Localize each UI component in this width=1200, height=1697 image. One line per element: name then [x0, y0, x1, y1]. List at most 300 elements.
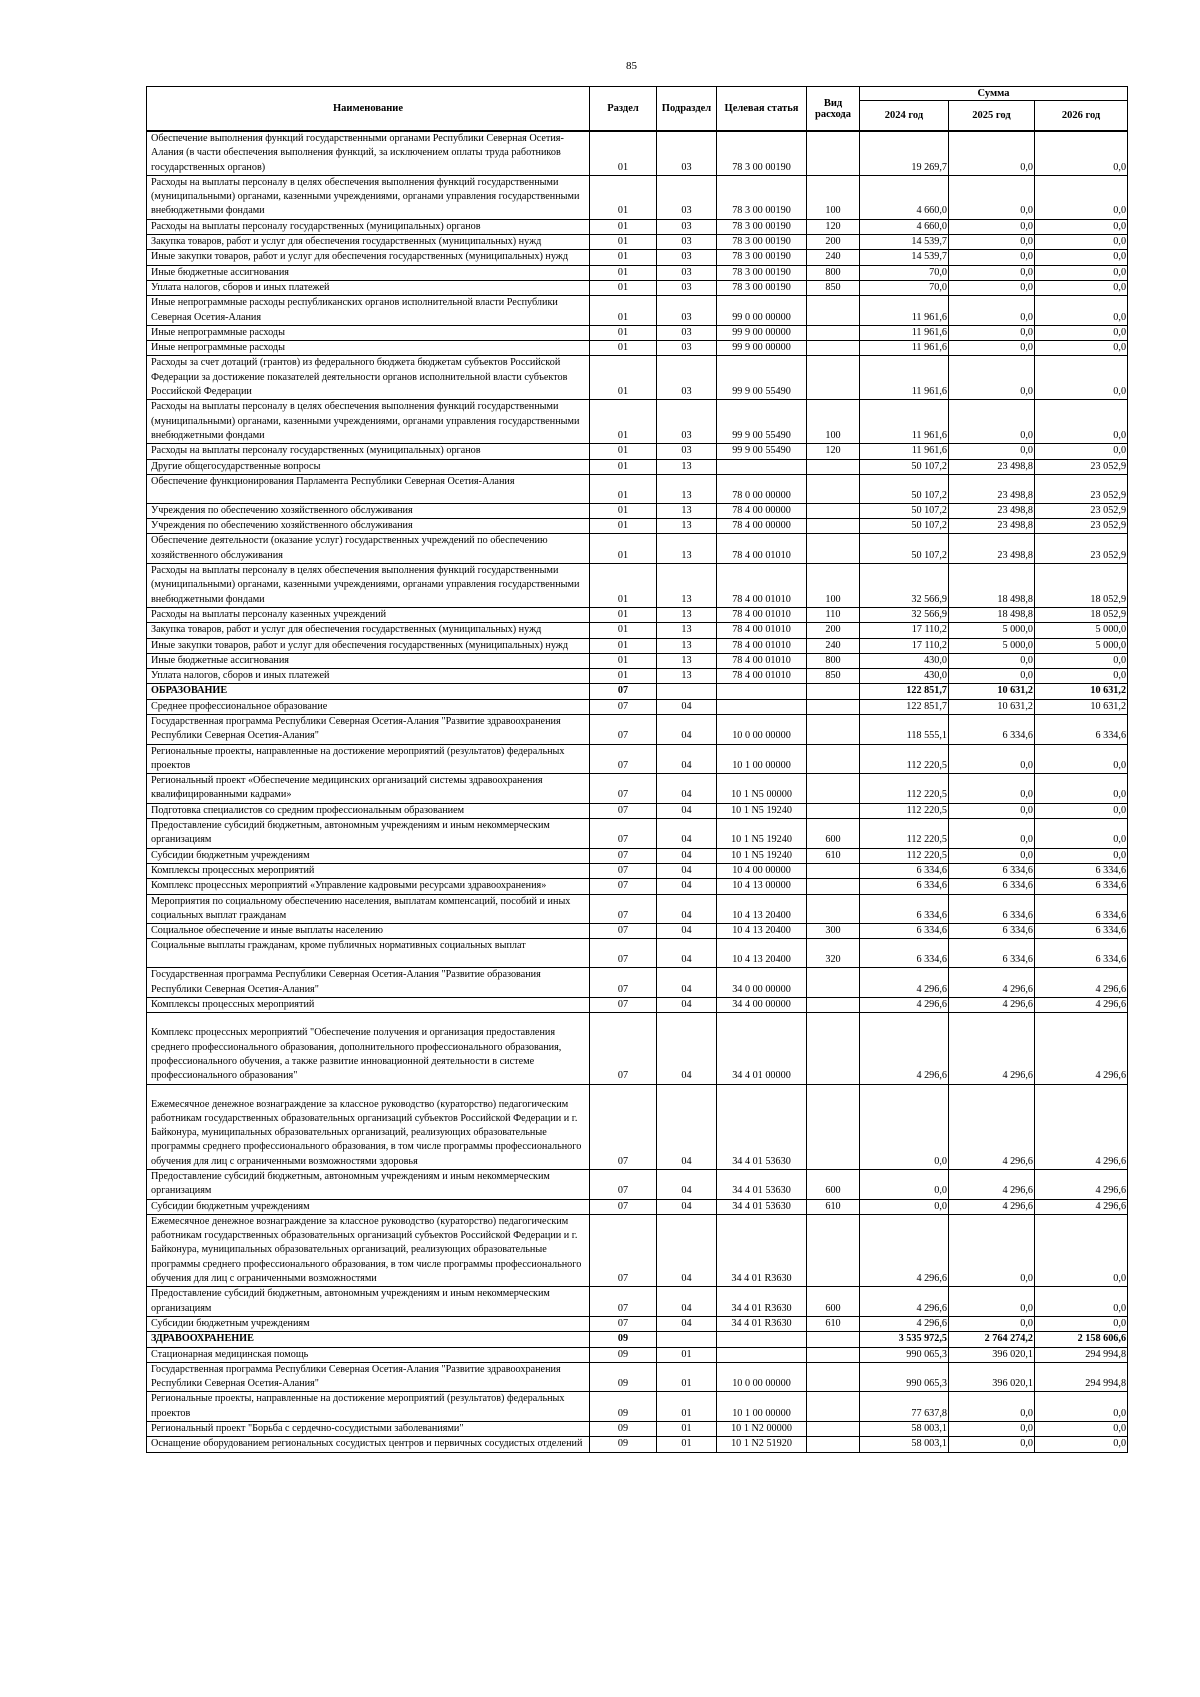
row-podrazdel: 04 [657, 939, 717, 968]
row-sum-2025: 0,0 [949, 819, 1035, 849]
row-target: 78 0 00 00000 [717, 474, 807, 503]
row-name: Государственная программа Республики Северная Осетия-Алания "Развитие образования Республики Северная Осетия-Алания" [147, 968, 590, 998]
row-vid [807, 356, 860, 400]
header-razdel: Раздел [590, 87, 657, 132]
table-row [147, 653, 1128, 668]
row-target: 78 4 00 01010 [717, 638, 807, 653]
row-vid [807, 714, 860, 744]
row-sum-2024: 50 107,2 [860, 459, 949, 474]
row-podrazdel: 03 [657, 131, 717, 175]
table-row [147, 1362, 1128, 1392]
row-podrazdel: 04 [657, 924, 717, 939]
row-sum-2026: 0,0 [1035, 341, 1128, 356]
row-sum-2025: 0,0 [949, 744, 1035, 774]
table-row [147, 534, 1128, 564]
row-razdel: 01 [590, 607, 657, 622]
row-sum-2024: 11 961,6 [860, 341, 949, 356]
row-podrazdel: 04 [657, 879, 717, 894]
table-row [147, 699, 1128, 714]
row-podrazdel: 04 [657, 968, 717, 998]
row-sum-2024: 4 296,6 [860, 1013, 949, 1084]
table-row [147, 638, 1128, 653]
row-razdel: 07 [590, 684, 657, 699]
table-row [147, 848, 1128, 863]
row-target: 78 3 00 00190 [717, 280, 807, 295]
row-sum-2026: 6 334,6 [1035, 879, 1128, 894]
table-row [147, 400, 1128, 444]
row-vid [807, 894, 860, 924]
row-vid [807, 1437, 860, 1452]
header-name: Наименование [147, 87, 590, 132]
row-razdel: 07 [590, 803, 657, 818]
table-row [147, 939, 1128, 968]
row-target: 34 4 00 00000 [717, 998, 807, 1013]
row-razdel: 07 [590, 1013, 657, 1084]
row-target [717, 684, 807, 699]
row-podrazdel: 04 [657, 803, 717, 818]
row-sum-2024: 6 334,6 [860, 939, 949, 968]
row-sum-2025: 0,0 [949, 1316, 1035, 1331]
row-sum-2026: 0,0 [1035, 131, 1128, 175]
row-sum-2024: 6 334,6 [860, 894, 949, 924]
row-name: Комплекс процессных мероприятий "Обеспечение получения и организация предоставления среднего профессионального образования, дополнительного профессионального образования, профессионального обучения, а также развитие инновационной деятельности в системе профессионального образования" [147, 1013, 590, 1084]
row-name: Субсидии бюджетным учреждениям [147, 1316, 590, 1331]
row-sum-2026: 5 000,0 [1035, 638, 1128, 653]
row-target: 10 0 00 00000 [717, 714, 807, 744]
row-target [717, 699, 807, 714]
row-name: Иные закупки товаров, работ и услуг для обеспечения государственных (муниципальных) нужд [147, 250, 590, 265]
row-sum-2025: 18 498,8 [949, 564, 1035, 608]
row-name: Иные непрограммные расходы республиканских органов исполнительной власти Республики Северная Осетия-Алания [147, 296, 590, 326]
row-sum-2026: 23 052,9 [1035, 474, 1128, 503]
row-podrazdel: 04 [657, 819, 717, 849]
row-vid [807, 1392, 860, 1422]
row-sum-2025: 0,0 [949, 444, 1035, 459]
row-sum-2024: 4 296,6 [860, 1316, 949, 1331]
row-sum-2025: 0,0 [949, 803, 1035, 818]
table-row [147, 1287, 1128, 1317]
row-target [717, 459, 807, 474]
row-target: 34 4 01 R3630 [717, 1214, 807, 1286]
row-razdel: 07 [590, 774, 657, 804]
row-razdel: 07 [590, 819, 657, 849]
row-razdel: 07 [590, 1084, 657, 1169]
row-vid: 100 [807, 175, 860, 219]
row-sum-2024: 112 220,5 [860, 803, 949, 818]
row-razdel: 01 [590, 131, 657, 175]
row-podrazdel: 04 [657, 714, 717, 744]
row-sum-2024: 112 220,5 [860, 774, 949, 804]
row-vid: 100 [807, 400, 860, 444]
row-podrazdel: 03 [657, 250, 717, 265]
row-target: 10 4 13 00000 [717, 879, 807, 894]
row-sum-2025: 4 296,6 [949, 1084, 1035, 1169]
row-target: 34 0 00 00000 [717, 968, 807, 998]
row-podrazdel: 13 [657, 623, 717, 638]
row-sum-2025: 0,0 [949, 250, 1035, 265]
row-podrazdel: 13 [657, 653, 717, 668]
row-vid [807, 1332, 860, 1347]
row-sum-2025: 0,0 [949, 1437, 1035, 1452]
row-vid [807, 1214, 860, 1286]
row-target: 10 1 N5 00000 [717, 774, 807, 804]
row-target: 34 4 01 R3630 [717, 1316, 807, 1331]
row-sum-2026: 0,0 [1035, 235, 1128, 250]
row-sum-2024: 112 220,5 [860, 848, 949, 863]
row-razdel: 01 [590, 623, 657, 638]
row-sum-2025: 0,0 [949, 1392, 1035, 1422]
row-name: Предоставление субсидий бюджетным, автономным учреждениям и иным некоммерческим организациям [147, 819, 590, 849]
row-podrazdel: 03 [657, 265, 717, 280]
table-row [147, 1013, 1128, 1084]
table-row [147, 1392, 1128, 1422]
table-row [147, 744, 1128, 774]
row-sum-2024: 0,0 [860, 1084, 949, 1169]
row-sum-2025: 6 334,6 [949, 924, 1035, 939]
row-target: 34 4 01 00000 [717, 1013, 807, 1084]
row-sum-2026: 0,0 [1035, 356, 1128, 400]
row-vid [807, 879, 860, 894]
row-sum-2024: 50 107,2 [860, 534, 949, 564]
row-sum-2026: 0,0 [1035, 325, 1128, 340]
row-target: 99 9 00 00000 [717, 325, 807, 340]
row-podrazdel: 04 [657, 699, 717, 714]
row-vid [807, 968, 860, 998]
table-row [147, 235, 1128, 250]
row-name: Региональные проекты, направленные на достижение мероприятий (результатов) федеральных проектов [147, 744, 590, 774]
row-sum-2026: 4 296,6 [1035, 1013, 1128, 1084]
row-sum-2024: 14 539,7 [860, 235, 949, 250]
row-sum-2025: 0,0 [949, 265, 1035, 280]
table-row [147, 444, 1128, 459]
row-vid [807, 699, 860, 714]
row-podrazdel: 01 [657, 1422, 717, 1437]
row-podrazdel: 03 [657, 356, 717, 400]
row-name: Обеспечение выполнения функций государственными органами Республики Северная Осетия-Алания (в части обеспечения выполнения функций, за исключением оплаты труда работников государственных органов) [147, 131, 590, 175]
row-sum-2026: 0,0 [1035, 669, 1128, 684]
table-row [147, 1437, 1128, 1452]
table-row [147, 1422, 1128, 1437]
row-razdel: 07 [590, 714, 657, 744]
row-name: Социальное обеспечение и иные выплаты населению [147, 924, 590, 939]
table-row [147, 879, 1128, 894]
row-razdel: 09 [590, 1362, 657, 1392]
row-sum-2025: 4 296,6 [949, 998, 1035, 1013]
table-row [147, 474, 1128, 503]
row-sum-2026: 6 334,6 [1035, 894, 1128, 924]
header-2026: 2026 год [1035, 101, 1128, 132]
row-vid [807, 474, 860, 503]
row-sum-2026: 4 296,6 [1035, 1199, 1128, 1214]
table-row [147, 623, 1128, 638]
row-sum-2025: 2 764 274,2 [949, 1332, 1035, 1347]
table-row [147, 131, 1128, 175]
row-sum-2025: 0,0 [949, 325, 1035, 340]
row-sum-2026: 23 052,9 [1035, 503, 1128, 518]
row-target: 78 4 00 01010 [717, 623, 807, 638]
table-row [147, 1170, 1128, 1200]
table-row [147, 607, 1128, 622]
row-sum-2025: 0,0 [949, 848, 1035, 863]
row-sum-2024: 50 107,2 [860, 474, 949, 503]
row-podrazdel: 03 [657, 325, 717, 340]
row-sum-2026: 0,0 [1035, 296, 1128, 326]
row-sum-2024: 4 296,6 [860, 968, 949, 998]
row-name: Расходы за счет дотаций (грантов) из федерального бюджета бюджетам субъектов Российской Федерации за достижение показателей деятельности органов исполнительной власти субъектов Российской Федерации [147, 356, 590, 400]
budget-table [146, 86, 1128, 1453]
row-name: Комплексы процессных мероприятий [147, 863, 590, 878]
row-target: 78 3 00 00190 [717, 131, 807, 175]
table-row [147, 669, 1128, 684]
table-row [147, 998, 1128, 1013]
row-sum-2026: 6 334,6 [1035, 924, 1128, 939]
row-sum-2024: 122 851,7 [860, 684, 949, 699]
row-razdel: 07 [590, 924, 657, 939]
row-podrazdel: 13 [657, 503, 717, 518]
row-razdel: 07 [590, 1199, 657, 1214]
row-vid [807, 503, 860, 518]
row-razdel: 07 [590, 1287, 657, 1317]
row-sum-2025: 23 498,8 [949, 503, 1035, 518]
row-podrazdel: 03 [657, 219, 717, 234]
row-vid [807, 459, 860, 474]
row-sum-2025: 6 334,6 [949, 939, 1035, 968]
row-sum-2024: 122 851,7 [860, 699, 949, 714]
row-vid [807, 1013, 860, 1084]
row-sum-2024: 4 296,6 [860, 1287, 949, 1317]
row-podrazdel: 13 [657, 607, 717, 622]
row-sum-2024: 0,0 [860, 1170, 949, 1200]
row-razdel: 07 [590, 968, 657, 998]
row-sum-2025: 6 334,6 [949, 863, 1035, 878]
row-sum-2025: 0,0 [949, 296, 1035, 326]
row-sum-2026: 4 296,6 [1035, 1170, 1128, 1200]
row-sum-2026: 10 631,2 [1035, 699, 1128, 714]
row-sum-2026: 294 994,8 [1035, 1362, 1128, 1392]
row-sum-2024: 14 539,7 [860, 250, 949, 265]
row-podrazdel: 04 [657, 1214, 717, 1286]
row-target: 99 0 00 00000 [717, 296, 807, 326]
row-razdel: 01 [590, 669, 657, 684]
row-vid: 800 [807, 265, 860, 280]
table-row [147, 1347, 1128, 1362]
row-target: 10 4 13 20400 [717, 894, 807, 924]
row-sum-2025: 0,0 [949, 1422, 1035, 1437]
row-vid: 600 [807, 1170, 860, 1200]
row-podrazdel [657, 684, 717, 699]
row-sum-2024: 11 961,6 [860, 296, 949, 326]
row-sum-2024: 990 065,3 [860, 1347, 949, 1362]
row-sum-2025: 6 334,6 [949, 714, 1035, 744]
row-sum-2025: 0,0 [949, 1287, 1035, 1317]
row-vid [807, 1347, 860, 1362]
row-razdel: 07 [590, 998, 657, 1013]
row-sum-2026: 4 296,6 [1035, 998, 1128, 1013]
row-razdel: 09 [590, 1392, 657, 1422]
row-sum-2026: 4 296,6 [1035, 968, 1128, 998]
header-podrazdel: Подраздел [657, 87, 717, 132]
row-razdel: 01 [590, 219, 657, 234]
row-sum-2024: 58 003,1 [860, 1437, 949, 1452]
row-sum-2024: 4 296,6 [860, 998, 949, 1013]
row-sum-2025: 4 296,6 [949, 1170, 1035, 1200]
row-sum-2026: 0,0 [1035, 1214, 1128, 1286]
row-razdel: 01 [590, 325, 657, 340]
table-row [147, 1332, 1128, 1347]
row-sum-2024: 430,0 [860, 653, 949, 668]
row-vid [807, 774, 860, 804]
table-row [147, 1214, 1128, 1286]
row-sum-2024: 11 961,6 [860, 400, 949, 444]
row-razdel: 01 [590, 175, 657, 219]
table-row [147, 819, 1128, 849]
table-row [147, 280, 1128, 295]
row-sum-2026: 0,0 [1035, 1316, 1128, 1331]
table-row [147, 863, 1128, 878]
row-sum-2026: 2 158 606,6 [1035, 1332, 1128, 1347]
row-sum-2026: 6 334,6 [1035, 863, 1128, 878]
row-name: Мероприятия по социальному обеспечению населения, выплатам компенсаций, пособий и иных социальных выплат гражданам [147, 894, 590, 924]
row-razdel: 01 [590, 280, 657, 295]
row-vid: 240 [807, 638, 860, 653]
row-sum-2024: 11 961,6 [860, 356, 949, 400]
row-name: Обеспечение деятельности (оказание услуг) государственных учреждений по обеспечению хозяйственного обслуживания [147, 534, 590, 564]
row-name: Иные закупки товаров, работ и услуг для обеспечения государственных (муниципальных) нужд [147, 638, 590, 653]
header-vid: Вид расхода [807, 87, 860, 132]
row-name: Расходы на выплаты персоналу казенных учреждений [147, 607, 590, 622]
row-razdel: 01 [590, 459, 657, 474]
row-target: 10 1 00 00000 [717, 744, 807, 774]
row-sum-2025: 5 000,0 [949, 638, 1035, 653]
row-sum-2026: 0,0 [1035, 1392, 1128, 1422]
row-sum-2026: 0,0 [1035, 265, 1128, 280]
row-sum-2026: 18 052,9 [1035, 564, 1128, 608]
row-sum-2026: 0,0 [1035, 250, 1128, 265]
row-name: Закупка товаров, работ и услуг для обеспечения государственных (муниципальных) нужд [147, 623, 590, 638]
table-row [147, 265, 1128, 280]
row-sum-2024: 11 961,6 [860, 325, 949, 340]
row-vid [807, 341, 860, 356]
row-name: Расходы на выплаты персоналу государственных (муниципальных) органов [147, 219, 590, 234]
row-podrazdel: 13 [657, 474, 717, 503]
row-target: 78 3 00 00190 [717, 250, 807, 265]
row-name: Учреждения по обеспечению хозяйственного обслуживания [147, 503, 590, 518]
row-podrazdel: 13 [657, 519, 717, 534]
row-vid: 200 [807, 235, 860, 250]
header-sum: Сумма [860, 87, 1128, 101]
row-podrazdel: 03 [657, 296, 717, 326]
row-target: 10 1 N5 19240 [717, 819, 807, 849]
row-name: Обеспечение функционирования Парламента Республики Северная Осетия-Алания [147, 474, 590, 503]
row-sum-2025: 4 296,6 [949, 1199, 1035, 1214]
table-row [147, 714, 1128, 744]
row-sum-2025: 6 334,6 [949, 894, 1035, 924]
row-sum-2026: 23 052,9 [1035, 534, 1128, 564]
header-2024: 2024 год [860, 101, 949, 132]
row-name: Расходы на выплаты персоналу в целях обеспечения выполнения функций государственными (муниципальными) органами, казенными учреждениями, органами управления государственными внебюджетными фондами [147, 400, 590, 444]
row-sum-2026: 23 052,9 [1035, 459, 1128, 474]
row-podrazdel: 04 [657, 1013, 717, 1084]
row-target: 10 1 N2 00000 [717, 1422, 807, 1437]
row-razdel: 01 [590, 519, 657, 534]
row-sum-2025: 0,0 [949, 356, 1035, 400]
row-podrazdel: 13 [657, 534, 717, 564]
row-podrazdel: 04 [657, 1199, 717, 1214]
row-podrazdel: 04 [657, 1084, 717, 1169]
table-row [147, 341, 1128, 356]
row-vid: 610 [807, 848, 860, 863]
row-sum-2024: 50 107,2 [860, 519, 949, 534]
row-sum-2024: 6 334,6 [860, 924, 949, 939]
row-sum-2025: 23 498,8 [949, 534, 1035, 564]
row-sum-2024: 4 660,0 [860, 175, 949, 219]
table-row [147, 219, 1128, 234]
row-razdel: 07 [590, 848, 657, 863]
row-target: 78 3 00 00190 [717, 265, 807, 280]
row-name: Предоставление субсидий бюджетным, автономным учреждениям и иным некоммерческим организациям [147, 1287, 590, 1317]
row-podrazdel: 13 [657, 638, 717, 653]
row-target: 34 4 01 R3630 [717, 1287, 807, 1317]
row-sum-2024: 430,0 [860, 669, 949, 684]
row-sum-2025: 0,0 [949, 774, 1035, 804]
row-vid [807, 684, 860, 699]
row-sum-2025: 4 296,6 [949, 1013, 1035, 1084]
row-name: Иные бюджетные ассигнования [147, 653, 590, 668]
header-target: Целевая статья [717, 87, 807, 132]
row-target: 78 4 00 01010 [717, 669, 807, 684]
row-podrazdel: 13 [657, 459, 717, 474]
row-target: 10 1 N5 19240 [717, 848, 807, 863]
row-name: Государственная программа Республики Северная Осетия-Алания "Развитие здравоохранения Республики Северная Осетия-Алания" [147, 1362, 590, 1392]
row-name: Комплекс процессных мероприятий «Управление кадровыми ресурсами здравоохранения» [147, 879, 590, 894]
row-target: 78 3 00 00190 [717, 175, 807, 219]
row-razdel: 09 [590, 1437, 657, 1452]
row-sum-2026: 10 631,2 [1035, 684, 1128, 699]
row-sum-2026: 0,0 [1035, 803, 1128, 818]
row-name: Субсидии бюджетным учреждениям [147, 848, 590, 863]
row-sum-2025: 10 631,2 [949, 699, 1035, 714]
row-sum-2026: 5 000,0 [1035, 623, 1128, 638]
row-target: 10 4 13 20400 [717, 939, 807, 968]
row-sum-2025: 0,0 [949, 669, 1035, 684]
table-row [147, 296, 1128, 326]
row-vid: 240 [807, 250, 860, 265]
table-header [147, 87, 1128, 132]
row-name: Учреждения по обеспечению хозяйственного обслуживания [147, 519, 590, 534]
row-podrazdel: 04 [657, 1170, 717, 1200]
row-sum-2025: 18 498,8 [949, 607, 1035, 622]
row-razdel: 01 [590, 564, 657, 608]
row-podrazdel: 03 [657, 341, 717, 356]
row-sum-2024: 990 065,3 [860, 1362, 949, 1392]
row-vid [807, 1362, 860, 1392]
row-sum-2025: 0,0 [949, 175, 1035, 219]
row-sum-2026: 0,0 [1035, 848, 1128, 863]
row-vid [807, 131, 860, 175]
table-row [147, 894, 1128, 924]
row-sum-2026: 0,0 [1035, 280, 1128, 295]
row-target: 99 9 00 55490 [717, 356, 807, 400]
row-sum-2026: 23 052,9 [1035, 519, 1128, 534]
row-podrazdel: 04 [657, 848, 717, 863]
table-row [147, 924, 1128, 939]
table-row [147, 968, 1128, 998]
row-sum-2026: 4 296,6 [1035, 1084, 1128, 1169]
row-sum-2024: 70,0 [860, 280, 949, 295]
row-razdel: 09 [590, 1422, 657, 1437]
row-sum-2025: 10 631,2 [949, 684, 1035, 699]
row-sum-2026: 0,0 [1035, 1422, 1128, 1437]
